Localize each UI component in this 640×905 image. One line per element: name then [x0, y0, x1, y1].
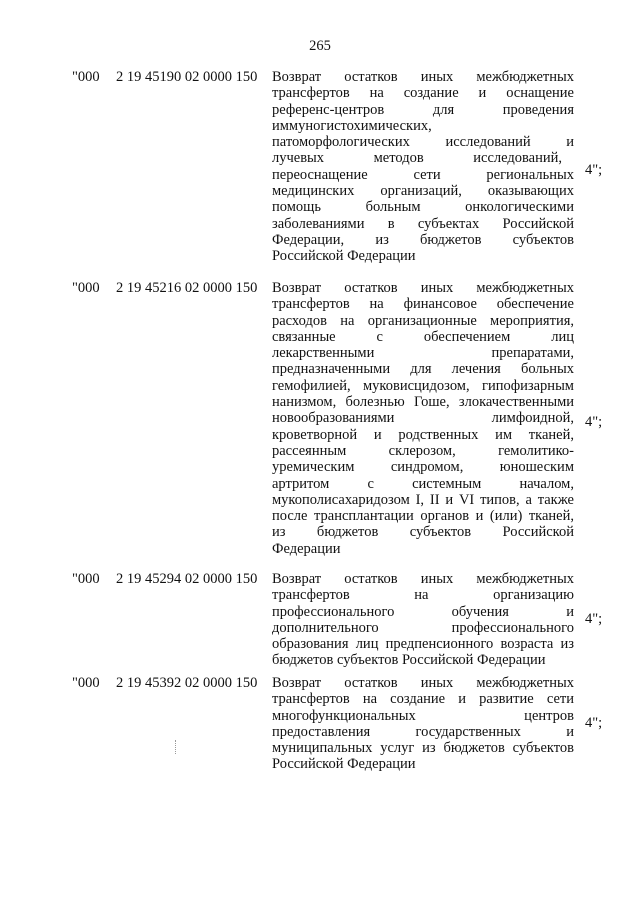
description-line: предназначенными для лечения больных: [272, 361, 574, 378]
description-line: новообразованиями лимфоидной,: [272, 410, 574, 427]
entry-description: [272, 571, 574, 669]
description-line: образования лиц предпенсионного возраста из: [272, 636, 574, 653]
description-line: Федерации: [272, 540, 341, 557]
entry-suffix: 4";: [585, 414, 603, 430]
description-line: лучевых методов исследований,: [272, 150, 562, 167]
description-line: многофункциональных центров: [272, 707, 574, 724]
page-number: 265: [309, 38, 331, 54]
description-line: рассеянным склерозом, гемолитико-: [272, 442, 574, 459]
description-line: трансфертов на создание и развитие сети: [272, 691, 574, 708]
description-line: предоставления государственных и: [272, 723, 574, 740]
description-line: бюджетов субъектов Российской Федерации: [272, 652, 546, 669]
budget-classification-code: 2 19 45294 02 0000 150: [116, 571, 258, 587]
description-line: нанизмом, болезнью Гоше, злокачественными: [272, 394, 574, 411]
budget-classification-code: 2 19 45216 02 0000 150: [116, 280, 258, 296]
entry-suffix: 4";: [585, 715, 603, 731]
budget-classification-code: 2 19 45392 02 0000 150: [116, 675, 258, 691]
entry-prefix: "000: [72, 69, 100, 85]
description-line: Возврат остатков иных межбюджетных: [272, 571, 574, 587]
description-line: муниципальных услуг из бюджетов субъектов: [272, 740, 574, 757]
entry-prefix: "000: [72, 571, 100, 587]
description-line: уремическим синдромом, юношеским: [272, 459, 574, 476]
description-line: медицинских организаций, оказывающих: [272, 183, 574, 200]
description-line: Российской Федерации: [272, 248, 416, 265]
description-line: после трансплантации органов и (или) тканей,: [272, 508, 574, 525]
description-line: переоснащение сети региональных: [272, 166, 574, 183]
description-line: Возврат остатков иных межбюджетных: [272, 69, 574, 85]
description-line: расходов на организационные мероприятия,: [272, 312, 574, 329]
entry-suffix: 4";: [585, 162, 603, 178]
entry-prefix: "000: [72, 675, 100, 691]
description-line: Возврат остатков иных межбюджетных: [272, 280, 574, 296]
description-line: профессионального обучения и: [272, 603, 574, 620]
description-line: патоморфологических исследований и: [272, 134, 574, 151]
description-line: связанные с обеспечением лиц: [272, 328, 574, 345]
description-line: трансфертов на создание и оснащение: [272, 85, 574, 102]
entry-description: [272, 69, 574, 265]
description-line: заболеваниями в субъектах Российской: [272, 215, 574, 232]
description-line: артритом с системным началом,: [272, 475, 574, 492]
description-line: Российской Федерации: [272, 756, 416, 773]
description-line: мукополисахаридозом I, II и VI типов, а также: [272, 491, 574, 508]
budget-classification-code: 2 19 45190 02 0000 150: [116, 69, 258, 85]
description-line: трансфертов на организацию: [272, 587, 574, 604]
description-line: иммуногистохимических,: [272, 117, 432, 134]
entry-description: [272, 675, 574, 773]
entry-description: [272, 280, 574, 557]
entry-prefix: "000: [72, 280, 100, 296]
description-line: Возврат остатков иных межбюджетных: [272, 675, 574, 691]
description-line: лекарственными препаратами,: [272, 345, 574, 362]
description-line: кроветворной и родственных им тканей,: [272, 426, 574, 443]
description-line: трансфертов на финансовое обеспечение: [272, 296, 574, 313]
description-line: Федерации, из бюджетов субъектов: [272, 231, 574, 248]
scan-artifact: [175, 740, 177, 754]
description-line: из бюджетов субъектов Российской: [272, 524, 574, 541]
entry-suffix: 4";: [585, 611, 603, 627]
description-line: дополнительного профессионального: [272, 619, 574, 636]
description-line: гемофилией, муковисцидозом, гипофизарным: [272, 377, 574, 394]
description-line: референс-центров для проведения: [272, 101, 574, 118]
description-line: помощь больным онкологическими: [272, 199, 574, 216]
